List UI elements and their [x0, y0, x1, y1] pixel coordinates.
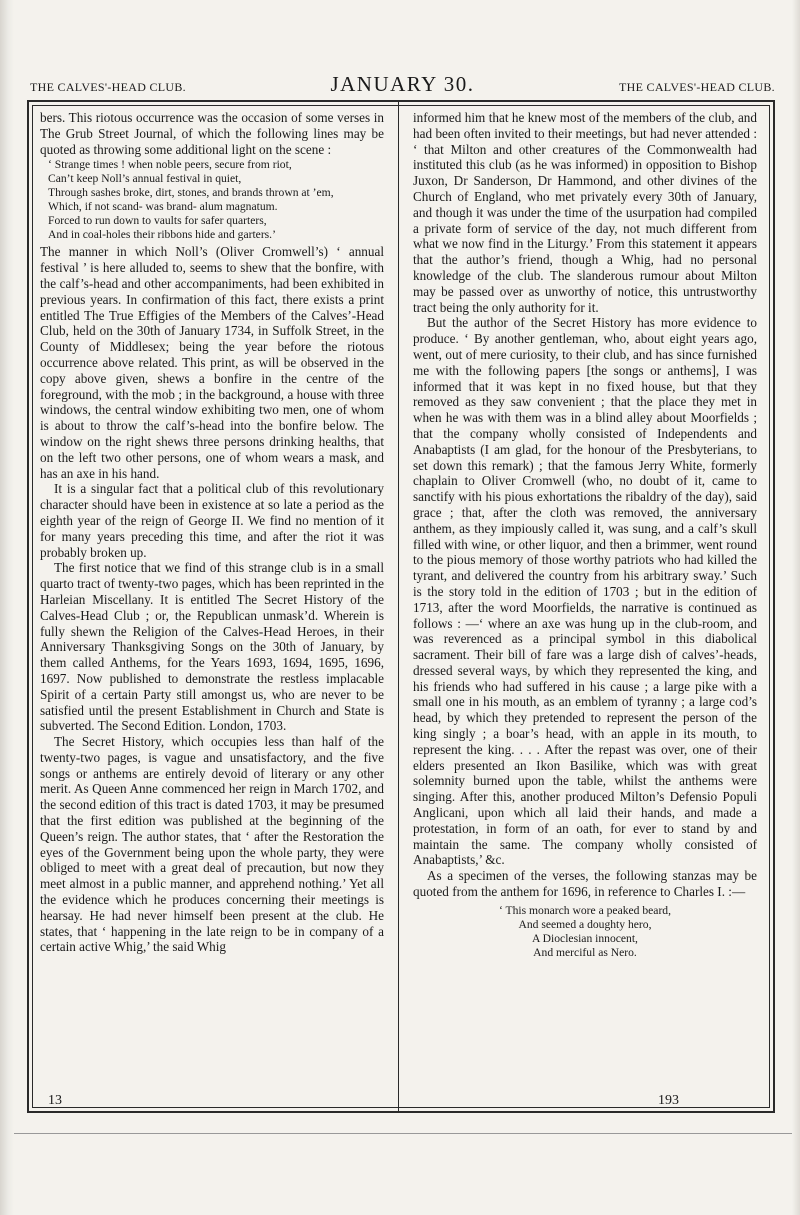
verse-line: Which, if not scand- was brand- alum magnatum. [48, 200, 278, 214]
verse-line: A Dioclesian innocent, [532, 931, 638, 945]
header-left-title: THE CALVES'-HEAD CLUB. [30, 80, 186, 94]
paragraph: It is a singular fact that a political club of this revolutionary character should have been in existence at so late a period as the eighth year of the reign of George II. We find no mention of it for many years preceding this time, and after the riot it was probably broken up. [40, 481, 384, 560]
verse-line: And seemed a doughty hero, [518, 917, 652, 931]
page-edge-shadow [792, 0, 800, 1215]
signature-mark: 13 [48, 1093, 62, 1108]
verse-grub-street [48, 158, 384, 242]
page-number: 193 [658, 1093, 679, 1108]
header-right-title: THE CALVES'-HEAD CLUB. [619, 80, 775, 94]
running-header [30, 72, 775, 98]
verse-line: ‘ This monarch wore a peaked beard, [498, 903, 671, 917]
paragraph: As a specimen of the verses, the following stanzas may be quoted from the anthem for 1696, in reference to Charles I. :— [413, 868, 757, 900]
verse-line: And in coal-holes their ribbons hide and garters.’ [48, 228, 276, 242]
verse-line: And merciful as Nero. [533, 945, 637, 959]
paragraph: The first notice that we find of this strange club is in a small quarto tract of twenty-two pages, which has been reprinted in the Harleian Miscellany. It is entitled The Secret History of the Calves-Head Club ; or, the Republican unmask’d. Wherein is fully shewn the Religion of the Calves-Head Heroes, in their Anniversary Thanksgiving Songs on the 30th of January, by them called Anthems, for the Years 1693, 1694, 1695, 1696, 1697. Now published to demonstrate the restless implacable Spirit of a certain Party still amongst us, who are never to be satisfied until the present Establishment in Church and State is subverted. The Second Edition. London, 1703. [40, 560, 384, 734]
verse-line: Through sashes broke, dirt, stones, and brands thrown at ’em, [48, 186, 334, 200]
paragraph: The Secret History, which occupies less than half of the twenty-two pages, is vague and unsatisfactory, and the five songs or anthems are entirely devoid of literary or any other merit. As Queen Anne commenced her reign in March 1702, and the second edition of this tract is dated 1703, it may be presumed that the first edition was published at the beginning of the Queen’s reign. The author states, that ‘ after the Restoration the eyes of the Government being upon the whole party, they were obliged to meet with a great deal of precaution, but now they meet almost in a public manner, and apprehend nothing.’ Yet all the evidence which he produces concerning their meetings is hearsay. He had never himself been present at the club. He states, that ‘ happening in the late reign to be in company of a certain active Whig,’ the said Whig [40, 734, 384, 955]
left-column [40, 110, 384, 1100]
paragraph: The manner in which Noll’s (Oliver Cromwell’s) ‘ annual festival ’ is here alluded to, seems to shew that the bonfire, with the calf’s-head and other accompaniments, had been exhibited in previous years. In confirmation of this fact, there exists a print entitled The True Effigies of the Members of the Calves’-Head Club, held on the 30th of January 1734, in Suffolk Street, in the County of Middlesex; being the year before the riotous occurrence above related. This print, as will be observed in the copy above given, shews a bonfire in the centre of the foreground, with the mob ; in the background, a house with three windows, the central window exhibiting two men, one of whom is about to throw the calf’s-head into the bonfire below. The window on the right shews three persons drinking healths, that on the left two other persons, one of whom wears a mask, and has an axe in his hand. [40, 244, 384, 481]
right-column [413, 110, 757, 1100]
verse-anthem-1696 [413, 904, 757, 960]
page-bottom-rule [14, 1133, 792, 1134]
verse-line: ‘ Strange times ! when noble peers, secure from riot, [48, 158, 292, 172]
paragraph: But the author of the Secret History has more evidence to produce. ‘ By another gentleman, who, about eight years ago, went, out of mere curiosity, to their club, and has since furnished me with the following papers [the songs or anthems], I was informed that it was kept in no fixed house, but that they removed as they saw convenient ; that the place they met in when he was with them was in a blind alley about Moorfields ; that the company wholly consisted of Independents and Anabaptists (I am glad, for the honour of the Presbyterians, to set down this remark) ; that the famous Jerry White, formerly chaplain to Oliver Cromwell (who, no doubt of it, came to sanctify with his pious exhortations the ribaldry of the day), said grace ; that, after the cloth was removed, the anniversary anthem, as they impiously called it, was sung, and a calf’s skull filled with wine, or other liquor, and then a brimmer, went round to the pious memory of those worthy patriots who had killed the tyrant, and delivered the country from his arbitrary sway.’ Such is the story told in the edition of 1703 ; but in the edition of 1713, after the word Moorfields, the narrative is continued as follows : —‘ where an axe was hung up in the club-room, and was reverenced as a principal symbol in this diabolical sacrament. Their bill of fare was a large dish of calves’-heads, dressed several ways, by which they represented the king, and his friends who had suffered in his cause ; a large pike with a small one in his mouth, as an emblem of tyranny ; a large cod’s head, by which they pretended to represent the person of the king singly ; a boar’s head, with an apple in its mouth, to represent the king. . . . After the repast was over, one of their elders presented an Ikon Basilike, which was with great solemnity burned upon the table, whilst the anthems were singing. After this, another produced Milton’s Defensio Populi Anglicani, upon which all laid their hands, and made a protestation, in form of an oath, for ever to stand by and maintain the same. The company wholly consisted of Anabaptists,’ &c. [413, 315, 757, 868]
paragraph: bers. This riotous occurrence was the occasion of some verses in The Grub Street Journal, of which the following lines may be quoted as throwing some additional light on the scene : [40, 110, 384, 157]
paragraph: informed him that he knew most of the members of the club, and had been often invited to their meetings, but had never attended : ‘ that Milton and other creatures of the Commonwealth had instituted this club (as he was informed) in opposition to Bishop Juxon, Dr Sanderson, Dr Hammond, and other divines of the Church of England, who met privately every 30th of January, and though it was under the time of the usurpation had compiled a private form of service of the day, not much different from what we now find in the Liturgy.’ From this statement it appears that the author’s friend, though a Whig, had no personal knowledge of the club. The slanderous rumour about Milton may be passed over as unworthy of notice, this untrustworthy tract being the only authority for it. [413, 110, 757, 315]
page-gutter-shadow [0, 0, 14, 1215]
column-divider [398, 102, 399, 1111]
verse-line: Can’t keep Noll’s annual festival in quiet, [48, 172, 242, 186]
header-date: JANUARY 30. [330, 72, 475, 96]
verse-line: Forced to run down to vaults for safer quarters, [48, 214, 267, 228]
